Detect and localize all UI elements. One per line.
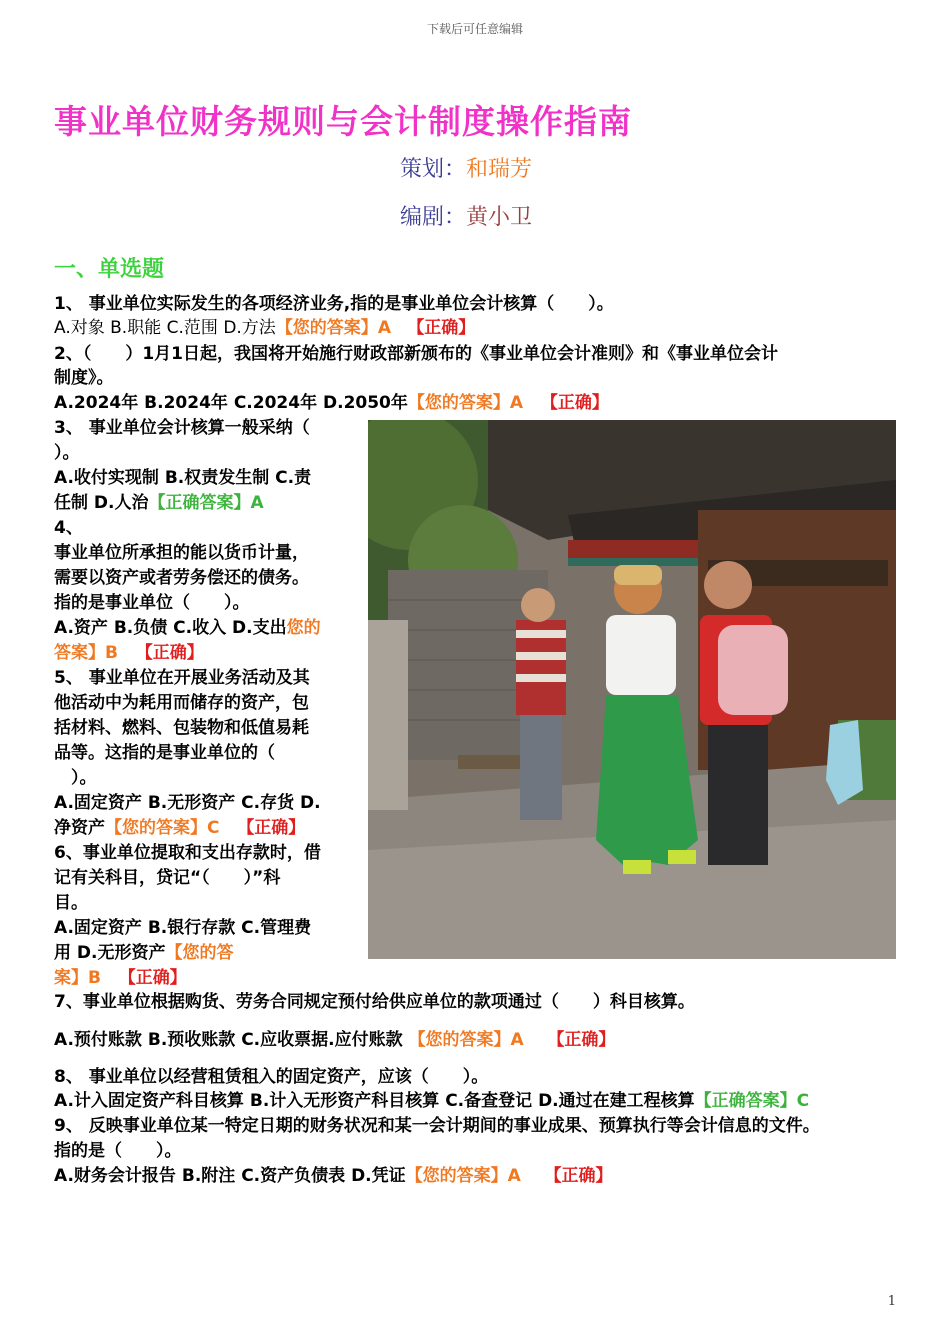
question-9-stem-cont: 指的是（ ）。 bbox=[54, 1141, 182, 1161]
option: B.职能 bbox=[110, 318, 162, 338]
writer-name: 黄小卫 bbox=[466, 205, 533, 230]
option: C.资产负债表 bbox=[241, 1166, 346, 1186]
question-7-options bbox=[54, 1028, 615, 1052]
your-answer-tag: 答案】 bbox=[54, 643, 105, 663]
option: 任制 D.人治 bbox=[54, 493, 149, 513]
page-header-note: 下载后可任意编辑 bbox=[426, 22, 523, 36]
section-heading: 一、单选题 bbox=[54, 257, 165, 282]
question-3-options: A.收付实现制 B.权责发生制 C.责 bbox=[54, 468, 312, 488]
question-8-options bbox=[54, 1089, 809, 1113]
planner-name: 和瑞芳 bbox=[466, 157, 533, 182]
writer-credit bbox=[400, 200, 532, 231]
correct-tag: 【正确】 bbox=[237, 818, 306, 838]
your-answer-value: B bbox=[105, 643, 118, 663]
option: A.资产 B.负债 C.收入 D.支出 bbox=[54, 618, 287, 638]
question-text: 事业单位提取和支出存款时，借 bbox=[82, 843, 321, 863]
question-7-stem bbox=[54, 990, 695, 1014]
question-3-stem bbox=[54, 416, 310, 440]
correct-answer-tag: 【正确答案】 bbox=[694, 1091, 797, 1111]
question-number: 9、 bbox=[54, 1116, 83, 1136]
question-9-options bbox=[54, 1164, 613, 1188]
question-text: 反映事业单位某一特定日期的财务状况和某一会计期间的事业成果、预算执行等会计信息的文件。 bbox=[88, 1116, 820, 1136]
option: A.2024年 bbox=[54, 393, 139, 413]
question-9-stem bbox=[54, 1114, 820, 1138]
question-4-options bbox=[54, 616, 321, 640]
question-6-answer bbox=[54, 966, 187, 990]
correct-tag: 【正确】 bbox=[547, 1030, 616, 1050]
your-answer-tag: 您的 bbox=[286, 618, 321, 638]
question-6-options-cont bbox=[54, 941, 234, 965]
question-4-answer bbox=[54, 641, 204, 665]
question-number: 6、 bbox=[54, 843, 83, 863]
option: D.方法 bbox=[223, 318, 276, 338]
correct-tag: 【正确】 bbox=[540, 393, 609, 413]
correct-tag: 【正确】 bbox=[544, 1166, 613, 1186]
question-number: 7、 bbox=[54, 992, 83, 1012]
option: B.附注 bbox=[181, 1166, 236, 1186]
street-photo bbox=[368, 420, 896, 959]
question-1-options bbox=[54, 316, 475, 340]
option: A.对象 bbox=[54, 318, 105, 338]
correct-answer-value: C bbox=[796, 1091, 810, 1111]
your-answer-tag: 【您的答案】 bbox=[405, 1166, 508, 1186]
correct-tag: 【正确】 bbox=[118, 968, 187, 988]
option: 用 D.无形资产 bbox=[54, 943, 166, 963]
question-5-stem-cont: ）。 bbox=[54, 768, 97, 788]
question-5-stem-cont: 品等。这指的是事业单位的（ bbox=[54, 743, 275, 763]
question-text: 事业单位根据购货、劳务合同规定预付给供应单位的款项通过（ ）科目核算。 bbox=[82, 992, 695, 1012]
document-title: 事业单位财务规则与会计制度操作指南 bbox=[54, 102, 632, 141]
question-4-number: 4、 bbox=[54, 518, 83, 538]
question-text: 事业单位以经营租赁租入的固定资产，应该（ ）。 bbox=[88, 1067, 489, 1087]
question-5-stem-cont: 他活动中为耗用而储存的资产，包 bbox=[54, 693, 309, 713]
question-4-stem-cont: 需要以资产或者劳务偿还的债务。 bbox=[54, 568, 309, 588]
option: B.预收账款 bbox=[147, 1030, 236, 1050]
question-text: （ ）1月1日起，我国将开始施行财政部新颁布的《事业单位会计准则》和《事业单位会计 bbox=[82, 344, 778, 364]
option: C.2024年 bbox=[233, 393, 318, 413]
question-3-stem-cont: ）。 bbox=[54, 443, 80, 463]
question-5-options: A.固定资产 B.无形资产 C.存货 D. bbox=[54, 793, 321, 813]
correct-tag: 【正确】 bbox=[407, 318, 476, 338]
question-5-stem-cont: 括材料、燃料、包装物和低值易耗 bbox=[54, 718, 309, 738]
question-number: 3、 bbox=[54, 418, 83, 438]
question-6-stem-cont: 目。 bbox=[54, 893, 88, 913]
writer-label: 编剧： bbox=[400, 205, 467, 230]
option: D.2050年 bbox=[323, 393, 408, 413]
your-answer-tag: 【您的答案】 bbox=[275, 318, 378, 338]
question-number: 2、 bbox=[54, 344, 83, 364]
question-text: 事业单位实际发生的各项经济业务,指的是事业单位会计核算（ ）。 bbox=[88, 294, 614, 314]
correct-tag: 【正确】 bbox=[135, 643, 204, 663]
your-answer-tag: 【您的答案】 bbox=[407, 393, 510, 413]
your-answer-value: B bbox=[88, 968, 101, 988]
question-number: 8、 bbox=[54, 1067, 83, 1087]
question-number: 1、 bbox=[54, 294, 83, 314]
page-number: 1 bbox=[887, 1294, 896, 1309]
option: A.计入固定资产科目核算 bbox=[54, 1091, 244, 1111]
question-5-stem bbox=[54, 666, 310, 690]
your-answer-value: C bbox=[207, 818, 220, 838]
option: C.范围 bbox=[166, 318, 218, 338]
question-text: 事业单位会计核算一般采纳（ bbox=[88, 418, 310, 438]
your-answer-value: A bbox=[377, 318, 391, 338]
question-number: 5、 bbox=[54, 668, 83, 688]
question-2-options bbox=[54, 391, 609, 415]
your-answer-value: A bbox=[509, 393, 524, 413]
your-answer-tag: 【您的答 bbox=[165, 943, 234, 963]
option: C.应收票据.应付账款 bbox=[241, 1030, 403, 1050]
question-6-stem bbox=[54, 841, 321, 865]
your-answer-value: A bbox=[510, 1030, 524, 1050]
question-2-stem-cont: 制度》。 bbox=[54, 368, 114, 388]
option: A.财务会计报告 bbox=[54, 1166, 176, 1186]
option: B.2024年 bbox=[144, 393, 228, 413]
question-4-stem: 事业单位所承担的能以货币计量， bbox=[54, 543, 309, 563]
correct-answer-tag: 【正确答案】 bbox=[148, 493, 251, 513]
your-answer-tag: 【您的答案】 bbox=[105, 818, 207, 838]
question-3-options-cont bbox=[54, 491, 264, 515]
option: A.预付账款 bbox=[54, 1030, 142, 1050]
option: 净资产 bbox=[54, 818, 105, 838]
question-1-stem bbox=[54, 292, 614, 316]
correct-answer-value: A bbox=[250, 493, 264, 513]
planner-label: 策划： bbox=[400, 157, 467, 182]
question-4-stem-cont: 指的是事业单位（ ）。 bbox=[54, 593, 250, 613]
your-answer-tag: 案】 bbox=[54, 968, 88, 988]
option: B.计入无形资产科目核算 bbox=[249, 1091, 440, 1111]
question-text: 事业单位在开展业务活动及其 bbox=[88, 668, 310, 688]
your-answer-tag: 【您的答案】 bbox=[408, 1030, 511, 1050]
street-photo-illustration bbox=[368, 420, 896, 959]
your-answer-value: A bbox=[507, 1166, 521, 1186]
option: D.凭证 bbox=[351, 1166, 406, 1186]
planner-credit bbox=[400, 152, 532, 183]
question-6-stem-cont: 记有关科目，贷记“（ ）”科 bbox=[54, 868, 281, 888]
question-2-stem bbox=[54, 342, 778, 366]
question-6-options: A.固定资产 B.银行存款 C.管理费 bbox=[54, 918, 312, 938]
question-5-options-cont bbox=[54, 816, 305, 840]
question-8-stem bbox=[54, 1065, 488, 1089]
option: D.通过在建工程核算 bbox=[538, 1091, 695, 1111]
option: C.备查登记 bbox=[445, 1091, 533, 1111]
